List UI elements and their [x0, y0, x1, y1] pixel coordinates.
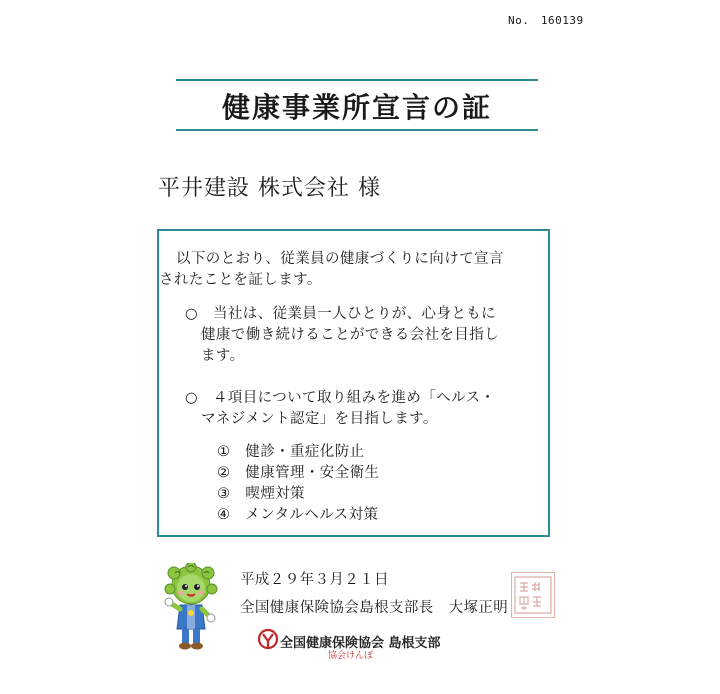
intro-line-2: されたことを証します。: [159, 272, 322, 288]
certificate-title: 健康事業所宣言の証: [221, 91, 492, 124]
item2-line-2: マネジメント認定」を目指します。: [201, 411, 438, 427]
issue-date: 平成２９年３月２１日: [240, 572, 389, 588]
official-seal: [511, 572, 555, 618]
intro-line-1: 以下のとおり、従業員の健康づくりに向けて宣言: [176, 251, 504, 267]
seal-pattern-icon: [513, 575, 553, 615]
item1-line-2: 健康で働き続けることができる会社を目指し: [201, 327, 499, 343]
recipient-name: 平井建設 株式会社 様: [158, 176, 381, 201]
org-logo-name: 全国健康保険協会 島根支部: [280, 636, 441, 651]
list-item-3: ③ 喫煙対策: [217, 486, 305, 502]
list-item-1: ① 健診・重症化防止: [217, 444, 365, 460]
signer: 全国健康保険協会島根支部長 大塚正明: [240, 600, 509, 616]
item2-line-1: ○ ４項目について取り組みを進め「ヘルス・: [185, 390, 496, 406]
mascot-character-icon: [160, 563, 222, 653]
document-number: No. 160139: [508, 14, 584, 27]
item1-line-3: ます。: [201, 348, 245, 364]
title-bottom-rule: [176, 129, 538, 131]
title-top-rule: [176, 79, 538, 81]
item1-line-1: ○ 当社は、従業員一人ひとりが、心身ともに: [185, 306, 497, 322]
org-logo-icon: [258, 628, 278, 650]
list-item-2: ② 健康管理・安全衛生: [217, 465, 380, 481]
list-item-4: ④ メンタルヘルス対策: [217, 507, 379, 523]
org-logo-subtitle: 協会けんぽ: [328, 651, 374, 661]
